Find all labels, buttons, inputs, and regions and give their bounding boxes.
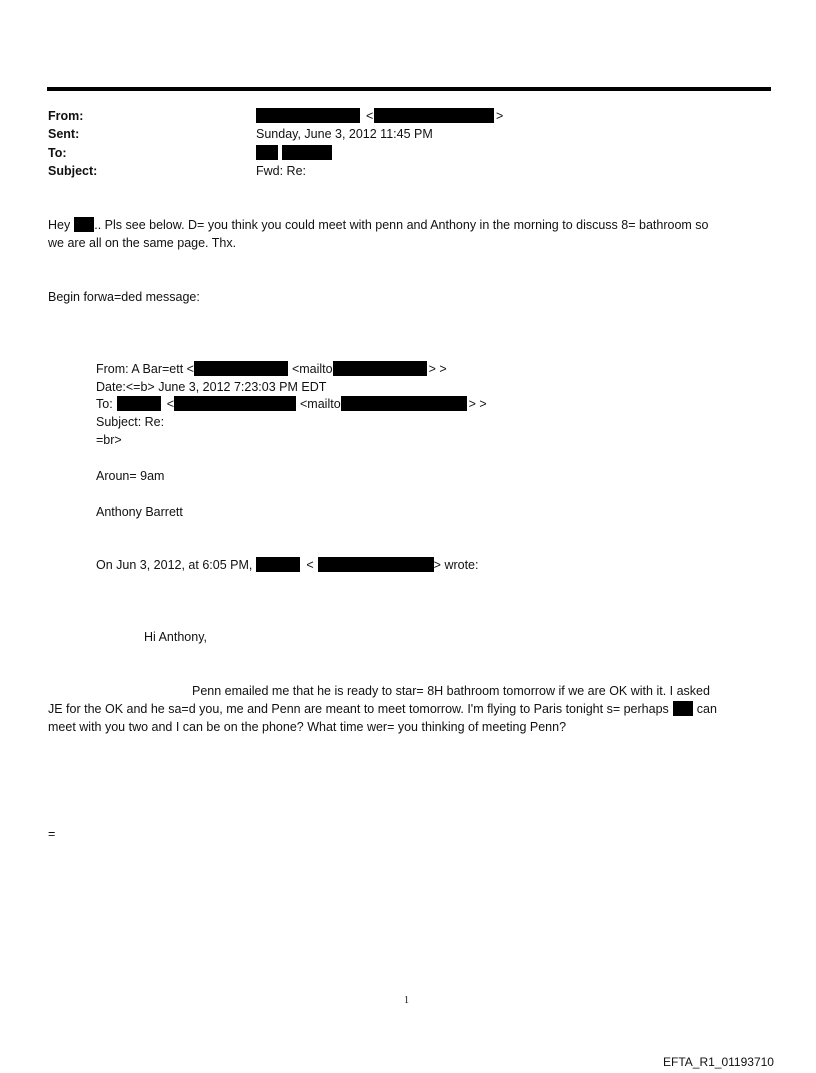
fwd-to-lt: < <box>166 397 174 411</box>
quoted-line-3: meet with you two and I can be on the phone? What time wer= you thinking of meeting Penn? <box>48 720 567 734</box>
redaction-quoted-name <box>673 701 693 716</box>
redaction-intro-name <box>74 217 94 232</box>
redaction-on-name <box>256 557 300 572</box>
fwd-from-prefix: From: A Bar=ett < <box>96 362 194 376</box>
quoted-line-2a: JE for the OK and he sa=d you, me and Penn are meant to meet tomorrow. I'm flying to Paris tonight s= perhaps <box>48 702 669 716</box>
redaction-from-email <box>374 108 494 123</box>
intro-hey: Hey <box>48 218 71 232</box>
quoted-line-2b: can <box>696 702 717 716</box>
quoted-line-1: Penn emailed me that he is ready to star= 8H bathroom tomorrow if we are OK with it. I asked <box>192 684 710 698</box>
redaction-fwd-to-name <box>117 396 161 411</box>
from-gt: > <box>496 109 504 123</box>
intro-line-1 <box>48 216 709 234</box>
fwd-close-1: > > <box>428 362 447 376</box>
redaction-fwd-from-mailto <box>333 361 427 376</box>
fwd-around: Aroun= 9am <box>96 469 165 483</box>
from-lt: < <box>366 109 374 123</box>
subject-label: Subject: <box>48 164 98 178</box>
from-label: From: <box>48 109 84 123</box>
redaction-to-2 <box>282 145 332 160</box>
redaction-fwd-to-mailto <box>341 396 467 411</box>
to-label: To: <box>48 146 67 160</box>
fwd-close-2: > > <box>468 397 487 411</box>
begin-forwarded: Begin forwa=ded message: <box>48 290 200 304</box>
fwd-from-line <box>96 360 447 378</box>
page-number: 1 <box>404 995 409 1006</box>
fwd-on-prefix: On Jun 3, 2012, at 6:05 PM, <box>96 558 253 572</box>
fwd-date-line: Date:<=b> June 3, 2012 7:23:03 PM EDT <box>96 380 327 394</box>
trailing-equals: = <box>48 827 56 841</box>
subject-value: Fwd: Re: <box>256 164 307 178</box>
fwd-signature: Anthony Barrett <box>96 505 183 519</box>
document-id: EFTA_R1_01193710 <box>663 1055 774 1069</box>
fwd-to-prefix: To: <box>96 397 113 411</box>
header-rule <box>47 87 771 91</box>
sent-value: Sunday, June 3, 2012 11:45 PM <box>256 127 433 141</box>
fwd-on-lt: < <box>306 558 314 572</box>
fwd-mailto-2: <mailto <box>300 397 341 411</box>
fwd-wrote: > wrote: <box>433 558 479 572</box>
intro-rest: .. Pls see below. D= you think you could meet with penn and Anthony in the morning to discuss 8= bathroom so <box>94 218 709 232</box>
intro-line-2: we are all on the same page. Thx. <box>48 236 237 250</box>
fwd-mailto-1: <mailto <box>291 362 333 376</box>
quoted-line-2 <box>48 700 717 718</box>
fwd-br-line: =br> <box>96 433 122 447</box>
fwd-subject-line: Subject: Re: <box>96 415 165 429</box>
fwd-to-line <box>96 395 487 413</box>
quoted-greeting: Hi Anthony, <box>144 630 208 644</box>
redaction-on-email <box>318 557 434 572</box>
redaction-fwd-from-email <box>194 361 288 376</box>
redaction-to-1 <box>256 145 278 160</box>
redaction-from-name <box>256 108 360 123</box>
fwd-on-line <box>96 556 478 574</box>
sent-label: Sent: <box>48 127 80 141</box>
redaction-fwd-to-email <box>174 396 296 411</box>
